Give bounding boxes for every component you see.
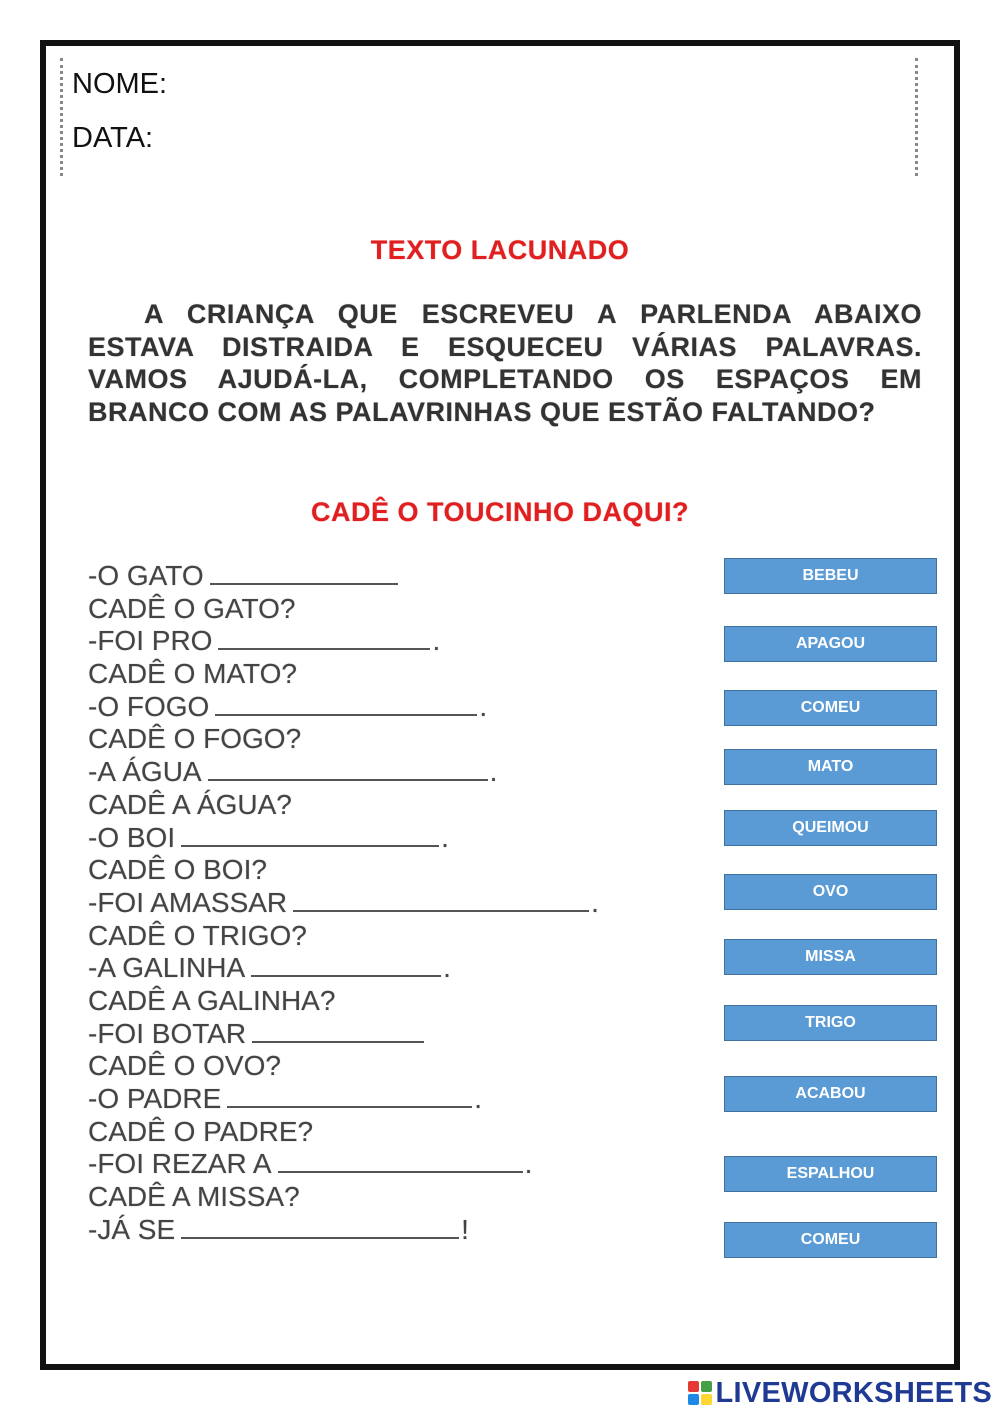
line-punctuation: . bbox=[489, 756, 498, 788]
word-option-button[interactable]: APAGOU bbox=[724, 626, 937, 662]
answer-blank[interactable] bbox=[181, 823, 439, 847]
poem-title: CADÊ O TOUCINHO DAQUI? bbox=[310, 497, 689, 527]
logo-square bbox=[688, 1394, 699, 1405]
word-option-button[interactable]: TRIGO bbox=[724, 1005, 937, 1041]
poem-line-text: -A ÁGUA bbox=[88, 756, 202, 788]
liveworksheets-logo-icon bbox=[688, 1381, 712, 1405]
answer-blank[interactable] bbox=[227, 1084, 472, 1108]
poem-line-text: CADÊ O OVO? bbox=[88, 1050, 281, 1082]
poem-line-text: CADÊ A ÁGUA? bbox=[88, 788, 292, 820]
line-punctuation: . bbox=[441, 821, 449, 853]
poem-line bbox=[88, 1181, 648, 1214]
logo-square bbox=[701, 1394, 712, 1405]
poem-line bbox=[88, 593, 648, 626]
word-option-button[interactable]: MATO bbox=[724, 749, 937, 785]
brand-footer bbox=[688, 1376, 993, 1410]
answer-blank[interactable] bbox=[252, 1019, 424, 1043]
poem-line bbox=[88, 756, 648, 789]
poem-line-text: -O BOI bbox=[88, 821, 176, 853]
poem-line bbox=[88, 723, 648, 756]
poem-line-text: -FOI PRO bbox=[88, 625, 213, 657]
poem-line-text: CADÊ O GATO? bbox=[88, 592, 296, 624]
poem-line bbox=[88, 789, 648, 822]
poem-line bbox=[88, 1148, 648, 1181]
line-punctuation: . bbox=[443, 952, 451, 984]
poem-line bbox=[88, 691, 648, 724]
word-option-button[interactable]: OVO bbox=[724, 874, 937, 910]
poem-line-text: -O PADRE bbox=[88, 1083, 222, 1114]
poem-line bbox=[88, 1083, 648, 1116]
answer-blank[interactable] bbox=[210, 561, 398, 585]
answer-blank[interactable] bbox=[208, 757, 488, 781]
word-option-button[interactable]: ESPALHOU bbox=[724, 1156, 937, 1192]
answer-blank[interactable] bbox=[293, 888, 589, 912]
word-option-button[interactable]: COMEU bbox=[724, 1222, 937, 1258]
poem-line-text: -O GATO bbox=[88, 560, 204, 591]
poem-line bbox=[88, 1214, 648, 1247]
poem-line bbox=[88, 625, 648, 658]
poem-line-text: -FOI AMASSAR bbox=[88, 886, 288, 918]
logo-square bbox=[701, 1381, 712, 1392]
student-info-box bbox=[60, 58, 918, 176]
poem-line bbox=[88, 854, 648, 887]
poem-line-text: CADÊ O FOGO? bbox=[88, 723, 302, 755]
poem-line-text: CADÊ O TRIGO? bbox=[88, 919, 307, 951]
worksheet-title: TEXTO LACUNADO bbox=[370, 235, 630, 265]
poem-line-text: -JÁ SE bbox=[88, 1213, 176, 1245]
date-label: DATA: bbox=[72, 122, 154, 154]
poem-line-text: -O FOGO bbox=[88, 690, 210, 722]
poem-line-text: CADÊ O PADRE? bbox=[88, 1115, 314, 1147]
word-option-button[interactable]: QUEIMOU bbox=[724, 810, 937, 846]
answer-blank[interactable] bbox=[218, 626, 430, 650]
poem-line bbox=[88, 822, 648, 855]
poem-line-text: -FOI REZAR A bbox=[88, 1148, 272, 1180]
poem-line-text: -A GALINHA bbox=[88, 952, 246, 984]
poem-line bbox=[88, 1116, 648, 1149]
line-punctuation: . bbox=[524, 1148, 533, 1180]
poem-line bbox=[88, 887, 648, 920]
poem-line bbox=[88, 920, 648, 953]
word-option-button[interactable]: MISSA bbox=[724, 939, 937, 975]
answer-blank[interactable] bbox=[278, 1149, 523, 1173]
poem-line-text: CADÊ A GALINHA? bbox=[88, 984, 336, 1016]
poem-line bbox=[88, 1050, 648, 1083]
poem-line bbox=[88, 560, 648, 593]
instructions-text: A CRIANÇA QUE ESCREVEU A PARLENDA ABAIXO ESTAVA DISTRAIDA E ESQUECEU VÁRIAS PALAVRAS. VAMOS AJUDÁ-LA, COMPLETANDO OS ESPAÇOS EM BRANCO COM AS PALAVRINHAS QUE ESTÃO FALTANDO? bbox=[88, 299, 922, 427]
poem-text bbox=[88, 560, 648, 1246]
word-option-button[interactable]: COMEU bbox=[724, 690, 937, 726]
name-label: NOME: bbox=[72, 68, 168, 100]
poem-line-text: CADÊ O BOI? bbox=[88, 854, 267, 886]
poem-line bbox=[88, 985, 648, 1018]
line-punctuation: . bbox=[432, 625, 441, 657]
poem-line bbox=[88, 658, 648, 691]
logo-square bbox=[688, 1381, 699, 1392]
line-punctuation: . bbox=[479, 690, 488, 722]
poem-line bbox=[88, 1018, 648, 1051]
answer-blank[interactable] bbox=[181, 1215, 459, 1239]
poem-line-text: -FOI BOTAR bbox=[88, 1017, 247, 1049]
poem-line bbox=[88, 952, 648, 985]
answer-blank[interactable] bbox=[215, 692, 477, 716]
answer-blank[interactable] bbox=[251, 953, 441, 977]
word-option-button[interactable]: ACABOU bbox=[724, 1076, 937, 1112]
poem-line-text: CADÊ O MATO? bbox=[88, 658, 298, 690]
brand-name: LIVEWORKSHEETS bbox=[715, 1376, 992, 1409]
line-punctuation: ! bbox=[461, 1213, 469, 1245]
word-option-button[interactable]: BEBEU bbox=[724, 558, 937, 594]
line-punctuation: . bbox=[474, 1083, 483, 1114]
line-punctuation: . bbox=[591, 886, 599, 918]
poem-line-text: CADÊ A MISSA? bbox=[88, 1181, 300, 1213]
